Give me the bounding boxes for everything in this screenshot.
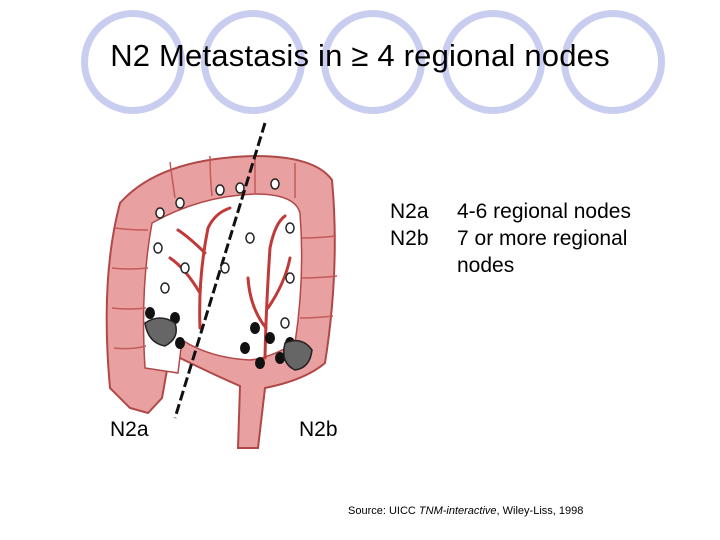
- illustration-label-n2a: N2a: [110, 418, 149, 441]
- definition-text: 4-6 regional nodes: [457, 200, 631, 223]
- colon-lymph-node-illustration: [90, 118, 410, 458]
- source-suffix: , Wiley-Liss, 1998: [496, 505, 584, 517]
- source-italic: TNM-interactive: [418, 505, 497, 517]
- illustration-label-n2b: N2b: [299, 418, 338, 441]
- source-prefix: Source: UICC: [348, 505, 419, 517]
- definition-code: N2a: [390, 200, 429, 223]
- slide-title: N2 Metastasis in ≥ 4 regional nodes: [110, 38, 610, 73]
- definition-text: 7 or more regional nodes: [457, 227, 628, 277]
- source-citation: [348, 505, 583, 517]
- definition-code: N2b: [390, 227, 429, 250]
